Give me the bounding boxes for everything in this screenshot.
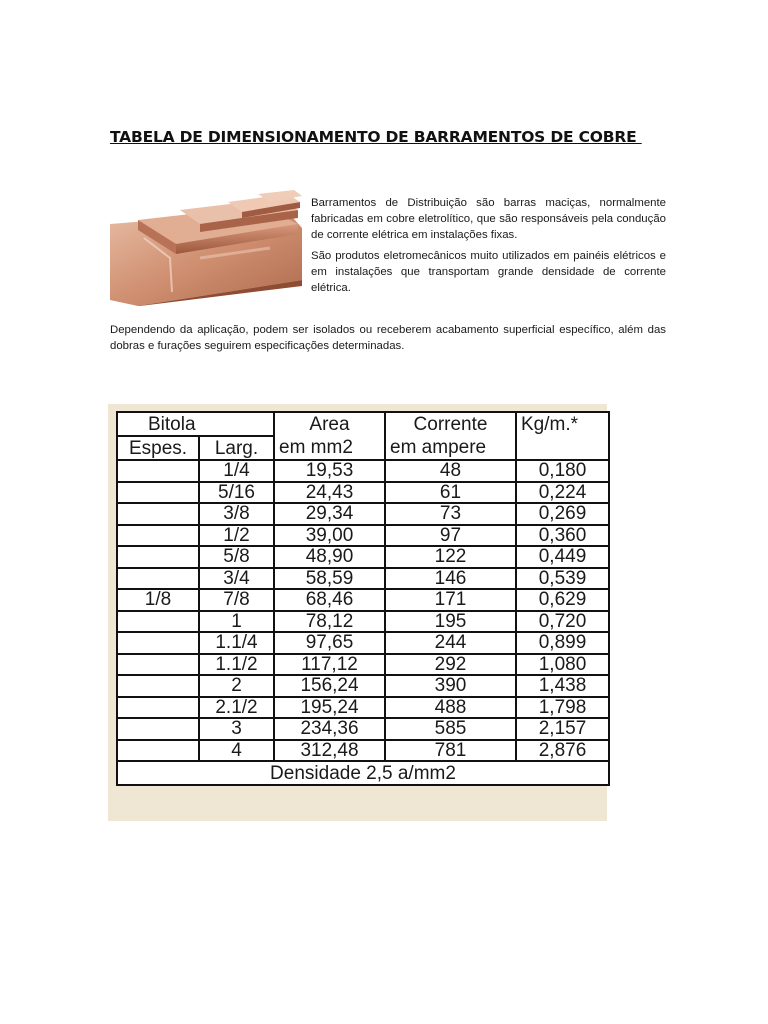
kg-cell: 2,876 [516, 740, 609, 762]
larg-cell: 4 [199, 740, 274, 762]
kg-cell: 0,539 [516, 568, 609, 590]
header-corrente-unit: em ampere [385, 436, 516, 460]
espes-cell [117, 675, 199, 697]
larg-cell: 5/8 [199, 546, 274, 568]
table-subheader-row [117, 436, 609, 460]
espes-cell [117, 482, 199, 504]
corrente-cell: 122 [385, 546, 516, 568]
header-kg: Kg/m.* [516, 412, 609, 436]
kg-cell: 1,798 [516, 697, 609, 719]
area-cell: 68,46 [274, 589, 385, 611]
table-row [117, 611, 609, 633]
area-cell: 234,36 [274, 718, 385, 740]
espes-cell [117, 503, 199, 525]
corrente-cell: 61 [385, 482, 516, 504]
area-cell: 312,48 [274, 740, 385, 762]
espes-cell [117, 546, 199, 568]
area-cell: 97,65 [274, 632, 385, 654]
kg-cell: 0,360 [516, 525, 609, 547]
page-title: TABELA DE DIMENSIONAMENTO DE BARRAMENTOS DE COBRE [110, 128, 642, 146]
corrente-cell: 244 [385, 632, 516, 654]
espes-cell [117, 718, 199, 740]
table-row [117, 546, 609, 568]
corrente-cell: 97 [385, 525, 516, 547]
table-row [117, 568, 609, 590]
kg-cell: 1,080 [516, 654, 609, 676]
corrente-cell: 488 [385, 697, 516, 719]
table-row [117, 697, 609, 719]
header-kg-blank [516, 436, 609, 460]
espes-cell [117, 568, 199, 590]
area-cell: 19,53 [274, 460, 385, 482]
espes-cell [117, 525, 199, 547]
area-cell: 29,34 [274, 503, 385, 525]
corrente-cell: 48 [385, 460, 516, 482]
header-larg: Larg. [199, 436, 274, 460]
header-area-unit: em mm2 [274, 436, 385, 460]
corrente-cell: 292 [385, 654, 516, 676]
larg-cell: 5/16 [199, 482, 274, 504]
area-cell: 156,24 [274, 675, 385, 697]
corrente-cell: 781 [385, 740, 516, 762]
corrente-cell: 171 [385, 589, 516, 611]
kg-cell: 0,180 [516, 460, 609, 482]
area-cell: 58,59 [274, 568, 385, 590]
intro-text [311, 195, 666, 301]
larg-cell: 3/8 [199, 503, 274, 525]
espes-cell [117, 654, 199, 676]
larg-cell: 2 [199, 675, 274, 697]
area-cell: 39,00 [274, 525, 385, 547]
larg-cell: 3/4 [199, 568, 274, 590]
corrente-cell: 195 [385, 611, 516, 633]
table-row [117, 460, 609, 482]
espes-cell [117, 632, 199, 654]
table-header-row [117, 412, 609, 436]
area-cell: 117,12 [274, 654, 385, 676]
table-row [117, 482, 609, 504]
kg-cell: 0,224 [516, 482, 609, 504]
intro-paragraph-2: São produtos eletromecânicos muito utilizados em painéis elétricos e em instalações que transportam grande densidade de corrente elétrica. [311, 250, 666, 294]
busbar-table [116, 411, 610, 786]
corrente-cell: 146 [385, 568, 516, 590]
header-corrente: Corrente [385, 412, 516, 436]
espes-cell [117, 460, 199, 482]
body-text [110, 322, 666, 354]
espes-cell: 1/8 [117, 589, 199, 611]
table-row [117, 718, 609, 740]
kg-cell: 1,438 [516, 675, 609, 697]
larg-cell: 2.1/2 [199, 697, 274, 719]
kg-cell: 0,269 [516, 503, 609, 525]
espes-cell [117, 611, 199, 633]
header-area: Area [274, 412, 385, 436]
espes-cell [117, 697, 199, 719]
kg-cell: 0,899 [516, 632, 609, 654]
area-cell: 195,24 [274, 697, 385, 719]
table-footer-row [117, 761, 609, 785]
corrente-cell: 390 [385, 675, 516, 697]
corrente-cell: 73 [385, 503, 516, 525]
intro-paragraph-1: Barramentos de Distribuição são barras maciças, normalmente fabricadas em cobre eletrolítico, que são responsáveis pela condução de corrente elétrica em instalações fixas. [311, 197, 666, 241]
header-bitola: Bitola [117, 412, 274, 436]
table-footer: Densidade 2,5 a/mm2 [117, 761, 609, 785]
body-paragraph: Dependendo da aplicação, podem ser isolados ou receberem acabamento superficial específico, além das dobras e furações seguirem especificações determinadas. [110, 324, 666, 352]
area-cell: 78,12 [274, 611, 385, 633]
table-row [117, 632, 609, 654]
table-row [117, 589, 609, 611]
corrente-cell: 585 [385, 718, 516, 740]
table-row [117, 654, 609, 676]
table-row [117, 740, 609, 762]
larg-cell: 1/4 [199, 460, 274, 482]
larg-cell: 1/2 [199, 525, 274, 547]
area-cell: 24,43 [274, 482, 385, 504]
larg-cell: 1.1/2 [199, 654, 274, 676]
espes-cell [117, 740, 199, 762]
table-row [117, 675, 609, 697]
larg-cell: 1 [199, 611, 274, 633]
table-row [117, 503, 609, 525]
larg-cell: 1.1/4 [199, 632, 274, 654]
kg-cell: 0,720 [516, 611, 609, 633]
larg-cell: 7/8 [199, 589, 274, 611]
kg-cell: 0,449 [516, 546, 609, 568]
kg-cell: 2,157 [516, 718, 609, 740]
copper-busbar-photo [110, 188, 302, 306]
table-row [117, 525, 609, 547]
larg-cell: 3 [199, 718, 274, 740]
kg-cell: 0,629 [516, 589, 609, 611]
area-cell: 48,90 [274, 546, 385, 568]
header-espes: Espes. [117, 436, 199, 460]
